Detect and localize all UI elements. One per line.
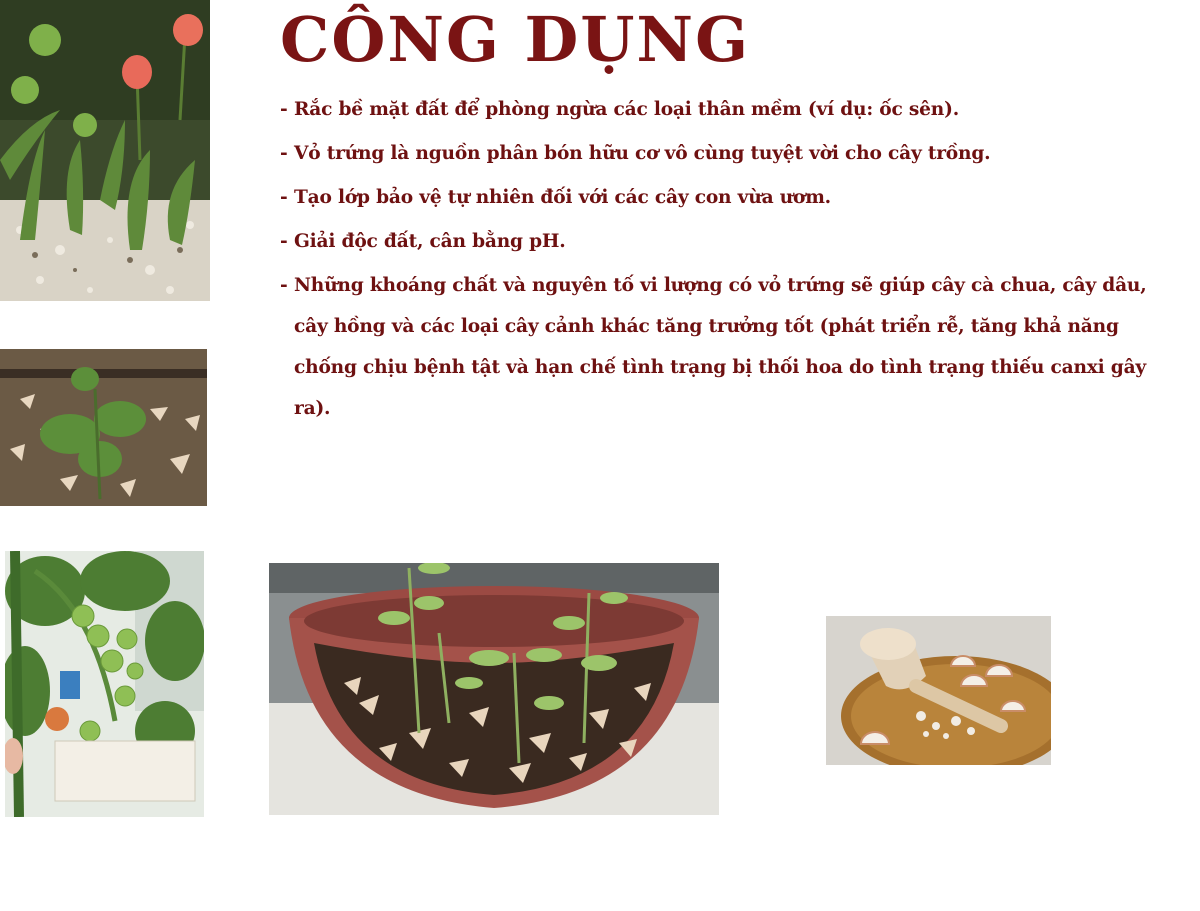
photo-mortar-pestle-eggshells	[826, 616, 1051, 765]
list-item	[280, 177, 1180, 218]
page-title: CÔNG DỤNG	[280, 3, 751, 76]
list-item-text: Rắc bề mặt đất để phòng ngừa các loại thân mềm (ví dụ: ốc sên).	[294, 99, 959, 120]
list-item-text: Tạo lớp bảo vệ tự nhiên đối với các cây con vừa ươm.	[294, 187, 831, 208]
photo-tulips-eggshell-mulch	[0, 0, 210, 301]
photo-seedling-eggshells	[0, 349, 207, 506]
list-item	[280, 133, 1180, 174]
list-item-text: Vỏ trứng là nguồn phân bón hữu cơ vô cùng tuyệt vời cho cây trồng.	[294, 143, 991, 164]
bullet-dash: -	[280, 275, 288, 296]
usage-list	[280, 86, 1180, 429]
photo-pot-seedlings-eggshells	[269, 563, 719, 815]
list-item	[280, 221, 1180, 262]
list-item-text: Những khoáng chất và nguyên tố vi lượng có vỏ trứng sẽ giúp cây cà chua, cây dâu, cây hồng và các loại cây cảnh khác tăng trưởng tốt (phát triển rễ, tăng khả năng chống chịu bệnh tật và hạn chế tình trạng bị thối hoa do tình trạng thiếu canxi gây ra).	[294, 275, 1147, 419]
photo-tomato-plant	[5, 551, 204, 817]
list-item-text: Giải độc đất, cân bằng pH.	[294, 231, 566, 252]
list-item	[280, 89, 1180, 130]
bullet-dash: -	[280, 187, 288, 208]
bullet-dash: -	[280, 99, 288, 120]
bullet-dash: -	[280, 143, 288, 164]
bullet-dash: -	[280, 231, 288, 252]
list-item	[280, 265, 1180, 429]
